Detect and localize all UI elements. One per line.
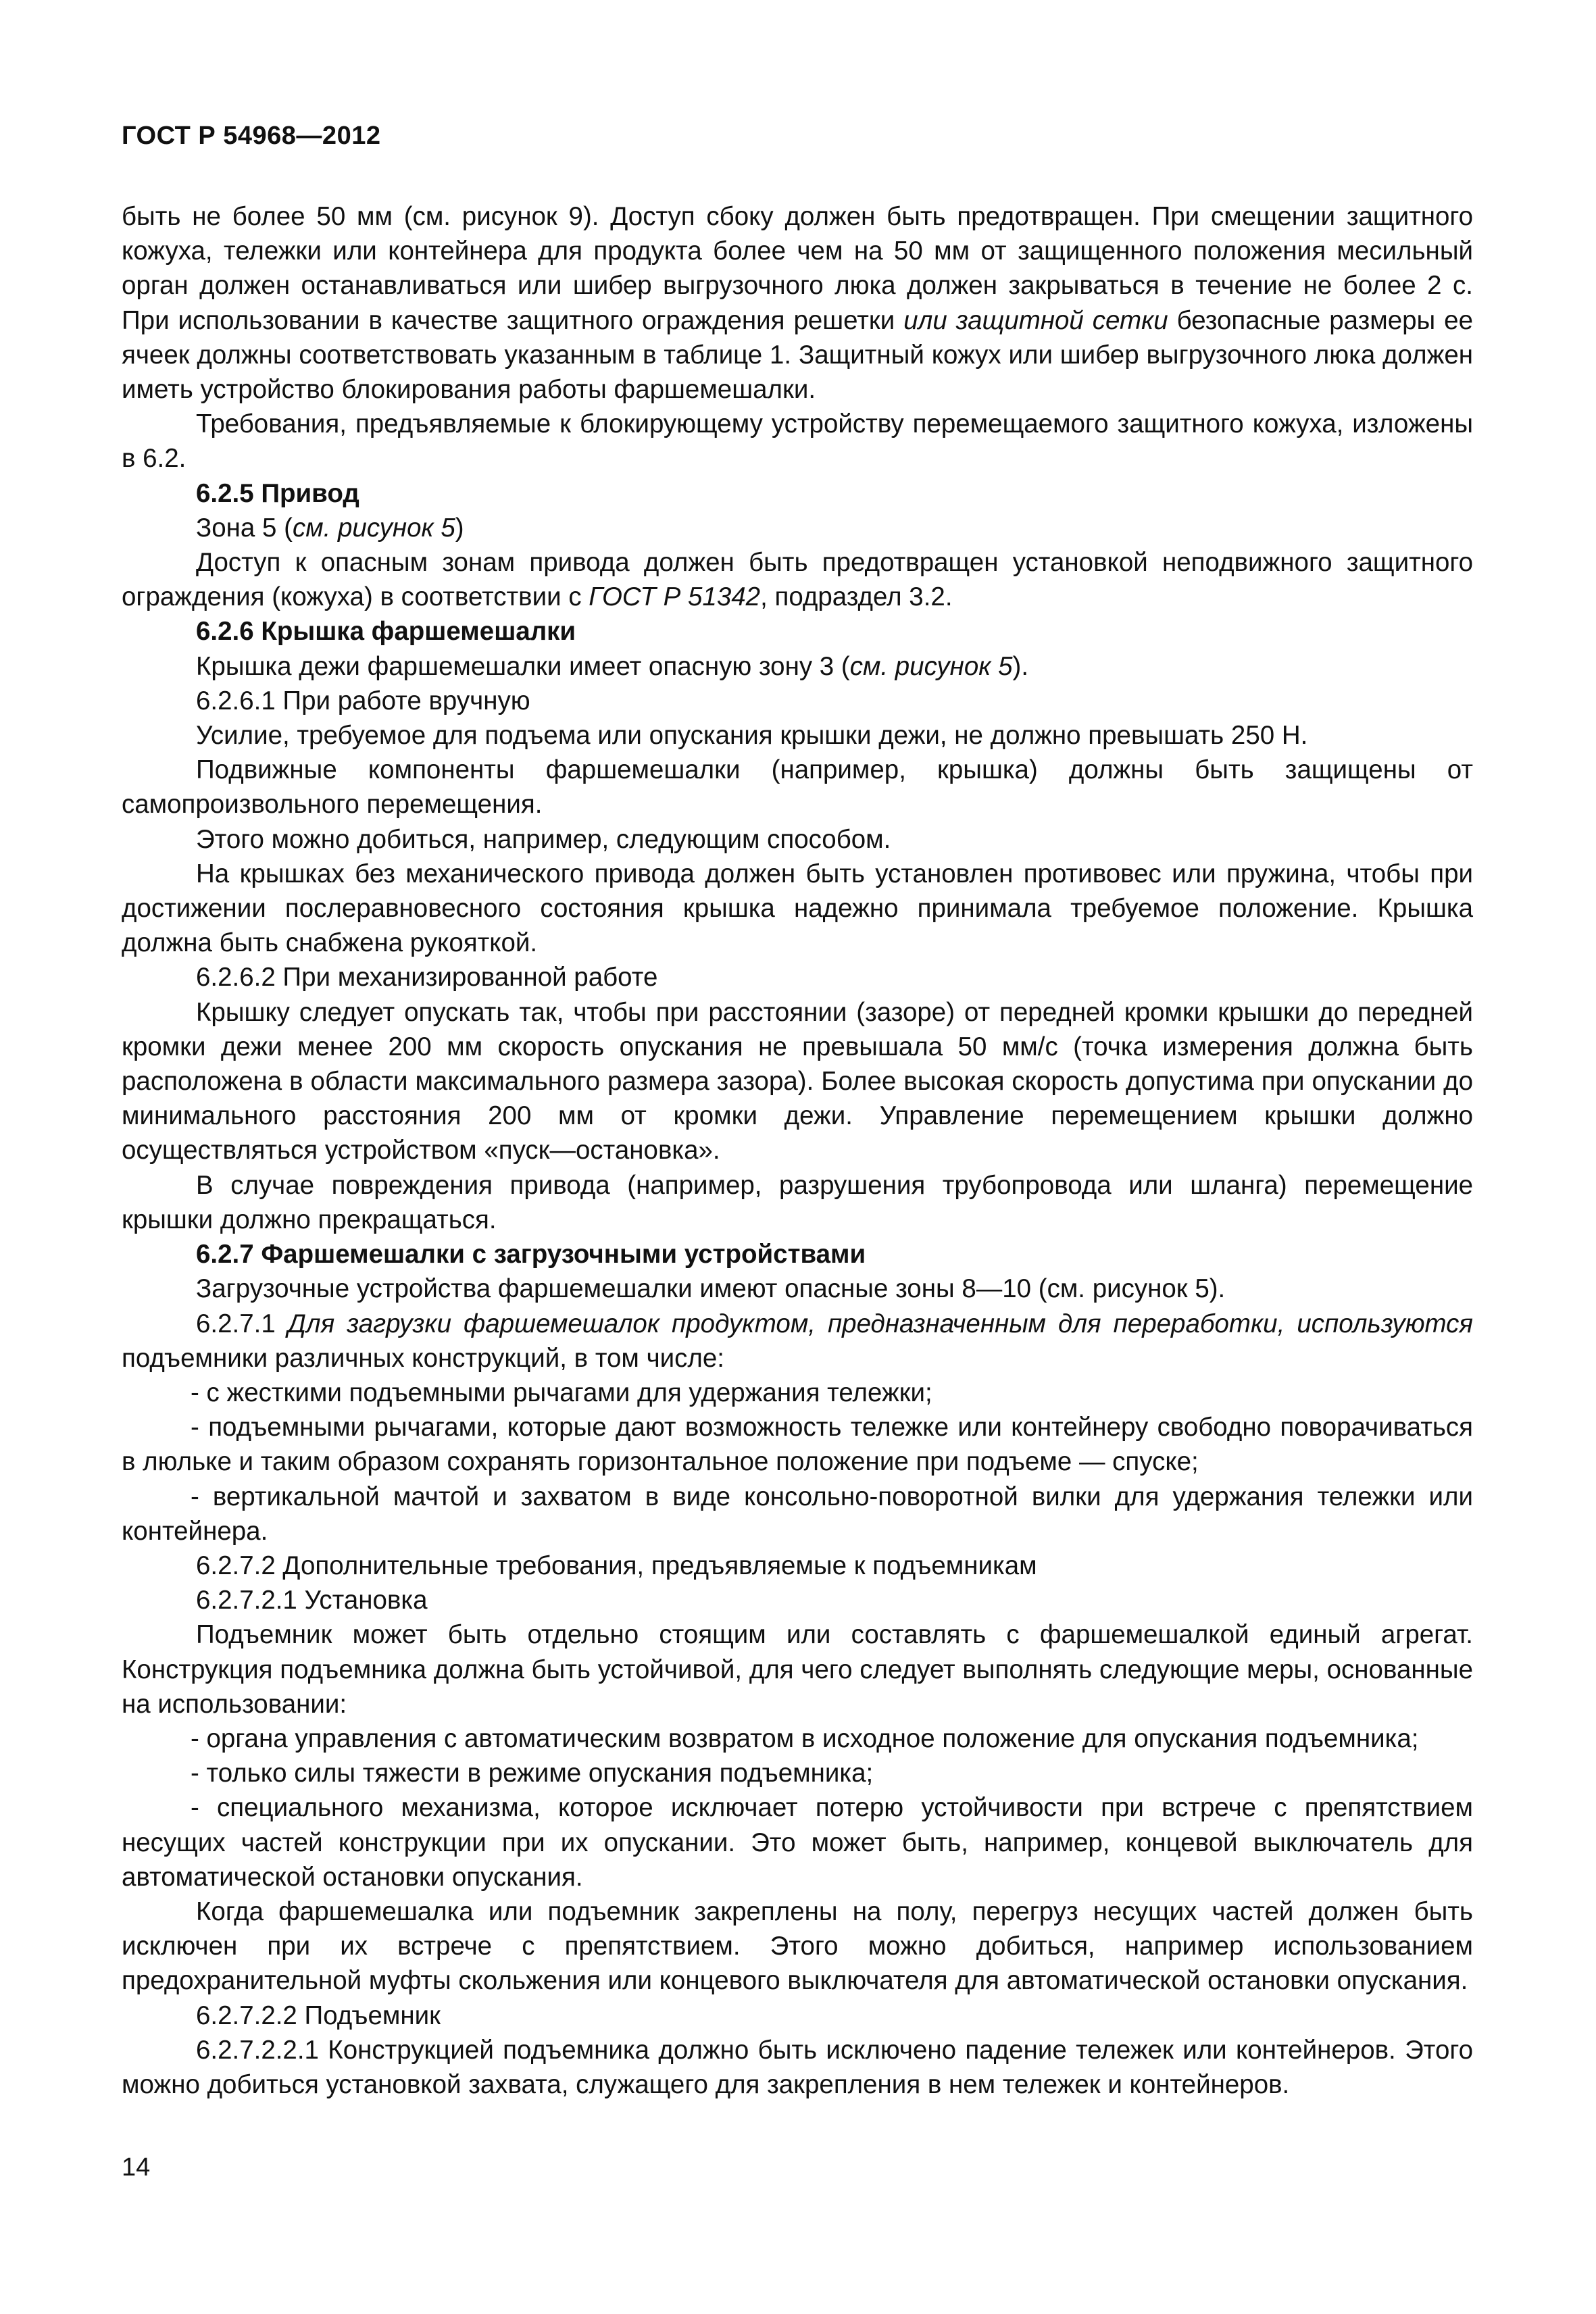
document-header: ГОСТ Р 54968—2012 xyxy=(122,122,381,150)
subsection-title: 6.2.6.1 При работе вручную xyxy=(196,686,530,715)
section-heading: 6.2.7 Фаршемешалки с загрузочными устройствами xyxy=(196,1240,866,1269)
list-item: - подъемными рычагами, которые дают возможность тележке или контейнеру свободно поворачиваться в люльке и таким образом сохранять горизонтальное положение при подъеме — спуске; xyxy=(122,1413,1473,1477)
list-item: - специального механизма, которое исключает потерю устойчивости при встрече с препятствием несущих частей конструкции при их опускании. Это может быть, например, концевой выключатель для автоматической остановки опускания. xyxy=(122,1793,1473,1892)
paragraph: 6.2.7.1 Для загрузки фаршемешалок продуктом, предназначенным для переработки, используются подъемники различных конструкций, в том числе: xyxy=(122,1309,1473,1373)
paragraph: В случае повреждения привода (например, разрушения трубопровода или шланга) перемещение крышки должно прекращаться. xyxy=(122,1170,1473,1234)
paragraph: Крышка дежи фаршемешалки имеет опасную зону 3 (см. рисунок 5). xyxy=(196,651,1029,681)
paragraph: 6.2.7.2.2.1 Конструкцией подъемника должно быть исключено падение тележек или контейнеров. Этого можно добиться установкой захвата, служащего для закрепления в нем тележек и контейнеров. xyxy=(122,2035,1473,2099)
paragraph: быть не более 50 мм (см. рисунок 9). Доступ сбоку должен быть предотвращен. При смещении защитного кожуха, тележки или контейнера для продукта более чем на 50 мм от защищенного положения месильный орган должен останавливаться или шибер выгрузочного люка должен закрываться в течение не более 2 с. При использовании в качестве защитного ограждения решетки или защитной сетки безопасные размеры ее ячеек должны соответствовать указанным в таблице 1. Защитный кожух или шибер выгрузочного люка должен иметь устройство блокирования работы фаршемешалки. xyxy=(122,202,1473,405)
paragraph: Этого можно добиться, например, следующим способом. xyxy=(196,824,891,854)
paragraph: Крышку следует опускать так, чтобы при расстоянии (зазоре) от передней кромки крышки до передней кромки дежи менее 200 мм скорость опускания не превышала 50 мм/с (точка измерения должна быть расположена в области максимального размера зазора). Более высокая скорость допустима при опускании до минимального расстояния 200 мм от кромки дежи. Управление перемещением крышки должно осуществляться устройством «пуск—остановка». xyxy=(122,997,1473,1165)
subsection-title: 6.2.6.2 При механизированной работе xyxy=(196,963,658,992)
list-item: - с жесткими подъемными рычагами для удержания тележки; xyxy=(191,1378,932,1407)
document-body xyxy=(122,199,1473,2102)
subsection-title: 6.2.7.2 Дополнительные требования, предъявляемые к подъемникам xyxy=(196,1551,1037,1580)
list-item: - органа управления с автоматическим возвратом в исходное положение для опускания подъемника; xyxy=(191,1724,1419,1753)
paragraph: Усилие, требуемое для подъема или опускания крышки дежи, не должно превышать 250 Н. xyxy=(196,721,1308,751)
paragraph: Доступ к опасным зонам привода должен быть предотвращен установкой неподвижного защитного ограждения (кожуха) в соответствии с ГОСТ Р 51342, подраздел 3.2. xyxy=(122,548,1473,612)
list-item: - только силы тяжести в режиме опускания подъемника; xyxy=(191,1759,874,1788)
paragraph: Подвижные компоненты фаршемешалки (например, крышка) должны быть защищены от самопроизвольного перемещения. xyxy=(122,755,1473,820)
section-heading: 6.2.5 Привод xyxy=(196,478,359,508)
paragraph: Зона 5 (см. рисунок 5) xyxy=(196,513,464,543)
paragraph: Когда фаршемешалка или подъемник закреплены на полу, перегруз несущих частей должен быть исключен при их встрече с препятствием. Этого можно добиться, например использованием предохранительной муфты скольжения или концевого выключателя для автоматической остановки опускания. xyxy=(122,1896,1473,1996)
paragraph: Подъемник может быть отдельно стоящим или составлять с фаршемешалкой единый агрегат. Конструкция подъемника должна быть устойчивой, для чего следует выполнять следующие меры, основанные на использовании: xyxy=(122,1620,1473,1719)
paragraph: Требования, предъявляемые к блокирующему устройству перемещаемого защитного кожуха, изложены в 6.2. xyxy=(122,409,1473,474)
subsection-title: 6.2.7.2.2 Подъемник xyxy=(196,2001,441,2030)
section-heading: 6.2.6 Крышка фаршемешалки xyxy=(196,617,576,647)
paragraph: На крышках без механического привода должен быть установлен противовес или пружина, чтобы при достижении послеравновесного состояния крышка надежно принимала требуемое положение. Крышка должна быть снабжена рукояткой. xyxy=(122,859,1473,958)
page-number: 14 xyxy=(122,2153,151,2182)
list-item: - вертикальной мачтой и захватом в виде консольно-поворотной вилки для удержания тележки или контейнера. xyxy=(122,1482,1473,1546)
paragraph: Загрузочные устройства фаршемешалки имеют опасные зоны 8—10 (см. рисунок 5). xyxy=(196,1274,1226,1304)
subsection-title: 6.2.7.2.1 Установка xyxy=(196,1586,428,1615)
